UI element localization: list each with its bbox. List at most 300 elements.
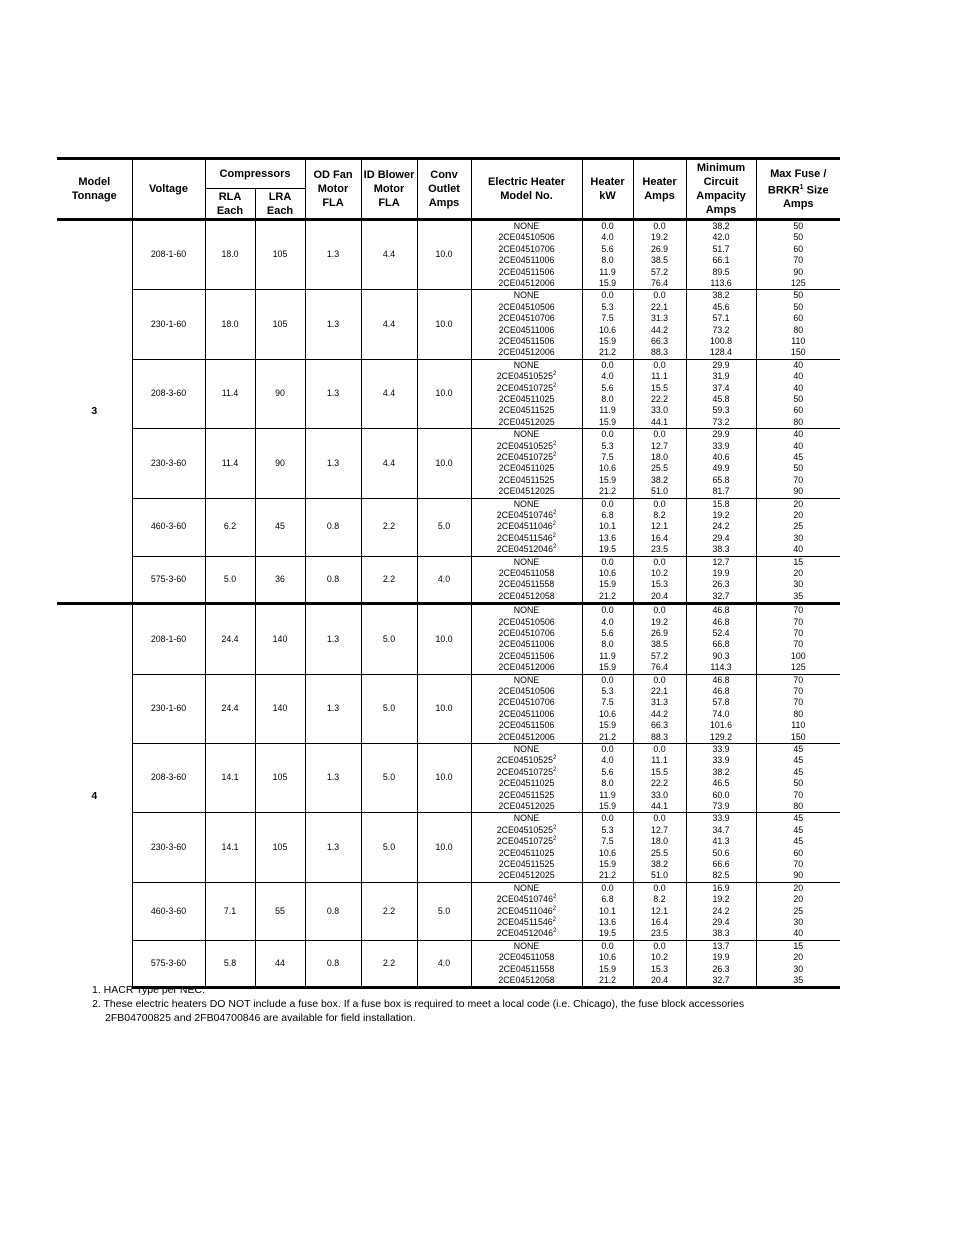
max-fuse-text: 70 [793,789,804,800]
heater-amps-value [634,383,686,394]
max-fuse-column-cell [756,429,840,498]
header-conv-outlet: Conv Outlet Amps [417,159,471,220]
heater-amps-text: 22.1 [650,685,669,696]
min-circuit-ampacity-column-cell [686,674,756,743]
header-compressors: Compressors [205,159,305,189]
max-fuse-text: 40 [793,928,804,939]
heater-kw-value [583,579,633,590]
heater-kw-text: 7.5 [601,697,614,708]
heater-amps-value [634,244,686,255]
min-circuit-ampacity-value [687,579,756,590]
min-circuit-ampacity-value [687,697,756,708]
heater-amps-text: 18.0 [650,836,669,847]
rla-cell: 5.0 [205,556,255,604]
heater-kw-text: 13.6 [598,916,617,927]
min-circuit-ampacity-text: 66.8 [712,639,730,650]
voltage-cell: 208-1-60 [132,604,205,674]
footnote-ref: 2 [552,451,557,458]
max-fuse-value [757,255,841,266]
heater-amps-value [634,964,686,975]
heater-model-column-cell [471,290,582,359]
max-fuse-value [757,568,841,579]
max-fuse-column-cell [756,359,840,428]
voltage-cell: 208-3-60 [132,743,205,812]
heater-kw-value [583,848,633,859]
max-fuse-text: 50 [793,778,804,789]
footnote-ref: 2 [552,521,556,528]
heater-kw-text: 10.6 [598,567,617,578]
min-circuit-ampacity-value [687,825,756,836]
max-fuse-text: 45 [793,451,804,462]
heater-model-text: 2CE04511025 [498,847,555,858]
heater-model-column-cell [471,882,582,940]
heater-amps-text: 88.3 [650,731,669,742]
heater-amps-text: 25.5 [650,463,669,474]
heater-kw-value [583,744,633,755]
heater-kw-text: 5.6 [601,382,614,393]
min-circuit-ampacity-value [687,917,756,928]
min-circuit-ampacity-text: 13.7 [712,940,730,951]
heater-kw-text: 11.9 [599,650,616,661]
min-circuit-ampacity-value [687,568,756,579]
heater-amps-value [634,579,686,590]
heater-model-text: 2CE04511525 [498,405,555,416]
heater-model-value [472,662,582,673]
max-fuse-value [757,394,841,405]
electrical-data-body [57,220,840,988]
max-fuse-value [757,617,841,628]
max-fuse-text: 35 [793,974,804,985]
heater-kw-text: 0.0 [601,556,614,567]
heater-model-text: 2CE04511506 [498,720,555,731]
heater-model-value [472,533,582,544]
table-row [57,882,840,940]
heater-kw-text: 6.8 [601,894,614,905]
max-fuse-value [757,952,841,963]
rla-cell: 11.4 [205,429,255,498]
heater-model-value [472,906,582,917]
heater-kw-value [583,521,633,532]
min-circuit-ampacity-text: 29.4 [712,532,730,543]
max-fuse-value [757,836,841,847]
heater-kw-column-cell [582,674,633,743]
heater-kw-text: 0.0 [601,674,614,685]
heater-amps-value [634,617,686,628]
lra-cell: 45 [255,498,305,556]
max-fuse-value [757,790,841,801]
min-circuit-ampacity-text: 37.4 [712,382,730,393]
heater-model-text: 2CE04511025 [498,393,555,404]
max-fuse-text: 60 [793,405,804,416]
min-circuit-ampacity-column-cell [686,429,756,498]
max-fuse-text: 25 [793,905,804,916]
heater-model-text: 2CE04511058 [498,952,555,963]
heater-kw-value [583,964,633,975]
heater-kw-text: 5.6 [601,627,614,638]
heater-amps-text: 0.0 [653,940,666,951]
max-fuse-value [757,628,841,639]
max-fuse-value [757,906,841,917]
min-circuit-ampacity-value [687,486,756,497]
min-circuit-ampacity-text: 46.8 [712,685,730,696]
min-circuit-ampacity-text: 46.8 [712,674,730,685]
heater-model-value [472,405,582,416]
heater-kw-value [583,628,633,639]
heater-kw-value [583,617,633,628]
heater-kw-value [583,778,633,789]
max-fuse-text: 70 [793,255,804,266]
min-circuit-ampacity-text: 32.7 [712,590,730,601]
min-circuit-ampacity-value [687,801,756,812]
heater-amps-text: 57.2 [650,266,669,277]
heater-model-text: NONE [513,556,540,567]
heater-model-text: 2CE04510525 [496,440,553,451]
heater-model-text: 2CE04512025 [498,416,555,427]
heater-kw-text: 15.9 [598,277,617,288]
max-fuse-text: 20 [793,894,804,905]
heater-kw-value [583,825,633,836]
heater-kw-text: 21.2 [598,347,617,358]
min-circuit-ampacity-text: 81.7 [712,486,730,497]
footnote-ref: 2 [552,544,557,551]
heater-amps-value [634,441,686,452]
min-circuit-ampacity-value [687,651,756,662]
heater-amps-text: 0.0 [653,882,666,893]
heater-model-text: 2CE04510506 [498,301,555,312]
min-circuit-ampacity-column-cell [686,290,756,359]
min-circuit-ampacity-value [687,941,756,952]
heater-model-value [472,325,582,336]
heater-model-text: NONE [513,940,540,951]
min-circuit-ampacity-text: 26.3 [712,579,730,590]
heater-kw-value [583,883,633,894]
heater-model-text: 2CE04511525 [498,858,555,869]
voltage-cell: 230-1-60 [132,674,205,743]
heater-amps-value [634,709,686,720]
heater-amps-value [634,686,686,697]
header-lra-each: LRA Each [255,189,305,220]
heater-amps-value [634,767,686,778]
min-circuit-ampacity-value [687,360,756,371]
lra-cell: 90 [255,429,305,498]
conv-outlet-cell: 10.0 [417,743,471,812]
max-fuse-value [757,813,841,824]
min-circuit-ampacity-text: 82.5 [712,870,730,881]
heater-model-value [472,825,582,836]
heater-kw-text: 15.9 [598,579,617,590]
heater-amps-value [634,639,686,650]
max-fuse-value [757,521,841,532]
min-circuit-ampacity-value [687,591,756,602]
heater-model-text: 2CE04511525 [498,789,555,800]
heater-amps-value [634,452,686,463]
heater-amps-text: 12.7 [650,824,669,835]
min-circuit-ampacity-value [687,290,756,301]
min-circuit-ampacity-value [687,836,756,847]
heater-amps-value [634,870,686,881]
min-circuit-ampacity-value [687,894,756,905]
model-tonnage-cell: 3 [57,220,132,604]
heater-model-value [472,336,582,347]
id-blower-cell: 5.0 [361,604,417,674]
min-circuit-ampacity-value [687,928,756,939]
id-blower-cell: 4.4 [361,429,417,498]
heater-kw-text: 10.1 [598,521,617,532]
heater-amps-value [634,917,686,928]
heater-amps-text: 16.4 [650,916,669,927]
heater-amps-text: 18.0 [650,451,669,462]
heater-model-text: 2CE04510525 [496,755,553,766]
max-fuse-value [757,720,841,731]
heater-amps-value [634,732,686,743]
heater-model-text: NONE [513,743,540,754]
heater-kw-value [583,533,633,544]
heater-amps-text: 12.1 [650,905,669,916]
heater-model-value [472,579,582,590]
max-fuse-text: 70 [793,685,804,696]
heater-amps-value [634,836,686,847]
max-fuse-column-cell [756,604,840,674]
footnote-ref: 2 [552,824,557,831]
heater-amps-value [634,813,686,824]
max-fuse-text: 30 [793,532,804,543]
heater-model-text: 2CE04510725 [496,836,553,847]
heater-model-value [472,651,582,662]
heater-kw-text: 6.8 [601,509,614,520]
header-model-tonnage: Model Tonnage [57,159,132,220]
min-circuit-ampacity-value [687,441,756,452]
min-circuit-ampacity-text: 49.9 [712,463,730,474]
heater-model-text: 2CE04510525 [496,824,553,835]
heater-amps-value [634,267,686,278]
heater-model-value [472,244,582,255]
max-fuse-value [757,290,841,301]
heater-amps-text: 33.0 [650,405,669,416]
heater-model-column-cell [471,743,582,812]
min-circuit-ampacity-value [687,605,756,616]
max-fuse-value [757,894,841,905]
min-circuit-ampacity-column-cell [686,743,756,812]
max-fuse-text: 15 [793,940,804,951]
min-circuit-ampacity-text: 29.9 [712,429,730,440]
heater-model-value [472,767,582,778]
max-fuse-column-cell [756,674,840,743]
heater-model-text: NONE [513,674,540,685]
heater-model-text: NONE [513,290,540,301]
heater-kw-text: 10.6 [598,847,617,858]
heater-kw-text: 19.5 [598,544,617,555]
min-circuit-ampacity-text: 129.2 [710,731,733,742]
max-fuse-text: 150 [790,731,806,742]
min-circuit-ampacity-text: 46.8 [712,616,730,627]
heater-model-text: 2CE04512006 [498,347,555,358]
table-row [57,674,840,743]
heater-kw-value [583,836,633,847]
max-fuse-value [757,371,841,382]
min-circuit-ampacity-text: 38.2 [712,221,730,231]
heater-amps-value [634,744,686,755]
heater-amps-column-cell [633,220,686,290]
heater-amps-text: 16.4 [650,532,669,543]
heater-kw-text: 5.6 [601,243,614,254]
footnote-ref: 2 [552,905,556,912]
min-circuit-ampacity-text: 74.0 [712,708,730,719]
max-fuse-text: 150 [790,347,806,358]
max-fuse-value [757,825,841,836]
min-circuit-ampacity-text: 33.9 [712,813,730,824]
heater-kw-text: 0.0 [601,498,614,509]
conv-outlet-cell: 10.0 [417,604,471,674]
heater-amps-value [634,499,686,510]
footnote-ref: 2 [552,894,557,901]
heater-amps-column-cell [633,429,686,498]
max-fuse-column-cell [756,813,840,882]
lra-cell: 140 [255,604,305,674]
heater-amps-value [634,906,686,917]
heater-model-column-cell [471,940,582,988]
heater-amps-text: 51.0 [650,870,669,881]
heater-amps-text: 44.2 [650,324,669,335]
heater-model-text: 2CE04511506 [498,650,555,661]
heater-amps-value [634,591,686,602]
rla-cell: 6.2 [205,498,255,556]
heater-model-value [472,486,582,497]
heater-model-text: 2CE04510706 [498,243,555,254]
heater-model-value [472,686,582,697]
heater-model-text: 2CE04512025 [498,800,555,811]
min-circuit-ampacity-text: 66.6 [712,858,730,869]
header-min-circuit-ampacity: Minimum Circuit Ampacity Amps [686,159,756,220]
heater-amps-text: 22.1 [650,301,669,312]
heater-kw-text: 0.0 [601,290,614,301]
max-fuse-value [757,463,841,474]
min-circuit-ampacity-text: 42.0 [712,232,730,243]
heater-amps-text: 66.3 [650,720,669,731]
heater-amps-value [634,859,686,870]
heater-model-text: 2CE04511506 [498,335,555,346]
heater-amps-column-cell [633,940,686,988]
heater-amps-column-cell [633,498,686,556]
min-circuit-ampacity-text: 114.3 [710,662,732,673]
od-fan-cell: 1.3 [305,813,361,882]
min-circuit-ampacity-text: 34.7 [712,824,730,835]
heater-amps-text: 38.2 [650,858,669,869]
heater-model-value [472,639,582,650]
heater-amps-text: 0.0 [653,498,666,509]
heater-amps-value [634,336,686,347]
max-fuse-value [757,244,841,255]
header-heater-kw: Heater kW [582,159,633,220]
heater-kw-text: 5.3 [601,301,614,312]
max-fuse-value [757,675,841,686]
max-fuse-text: 30 [793,579,804,590]
rla-cell: 18.0 [205,220,255,290]
heater-model-text: 2CE04510706 [498,627,555,638]
min-circuit-ampacity-value [687,767,756,778]
od-fan-cell: 0.8 [305,940,361,988]
heater-model-text: 2CE04511006 [498,708,555,719]
max-fuse-text: 20 [793,952,804,963]
heater-amps-text: 0.0 [653,743,666,754]
heater-amps-text: 11.1 [651,371,668,382]
heater-kw-text: 21.2 [598,590,617,601]
heater-kw-text: 0.0 [601,605,614,616]
heater-amps-text: 0.0 [653,674,666,685]
heater-model-value [472,463,582,474]
heater-amps-text: 76.4 [650,662,669,673]
heater-model-text: 2CE04512006 [498,731,555,742]
min-circuit-ampacity-text: 45.8 [712,393,730,404]
heater-model-value [472,557,582,568]
min-circuit-ampacity-text: 73.2 [712,416,730,427]
heater-model-value [472,709,582,720]
heater-model-value [472,452,582,463]
heater-kw-value [583,928,633,939]
heater-kw-value [583,383,633,394]
heater-kw-value [583,417,633,428]
heater-amps-column-cell [633,882,686,940]
heater-amps-text: 25.5 [650,847,669,858]
heater-amps-text: 26.9 [650,627,669,638]
max-fuse-value [757,941,841,952]
id-blower-cell: 2.2 [361,940,417,988]
header-id-blower: ID Blower Motor FLA [361,159,417,220]
heater-kw-value [583,686,633,697]
heater-model-value [472,801,582,812]
heater-kw-value [583,463,633,474]
heater-amps-value [634,313,686,324]
heater-model-value [472,605,582,616]
min-circuit-ampacity-text: 38.3 [712,544,730,555]
heater-model-value [472,232,582,243]
min-circuit-ampacity-text: 19.2 [712,509,730,520]
max-fuse-value [757,870,841,881]
od-fan-cell: 1.3 [305,220,361,290]
max-fuse-value [757,452,841,463]
heater-model-value [472,499,582,510]
max-fuse-value [757,441,841,452]
heater-model-value [472,952,582,963]
heater-amps-value [634,928,686,939]
table-row [57,498,840,556]
heater-amps-column-cell [633,556,686,604]
heater-model-value [472,883,582,894]
max-fuse-text: 20 [793,882,804,893]
max-fuse-text: 50 [793,301,804,312]
heater-kw-value [583,859,633,870]
heater-amps-text: 20.4 [650,974,669,985]
rla-cell: 11.4 [205,359,255,428]
max-fuse-text: 100 [790,650,806,661]
max-fuse-text: 80 [793,708,804,719]
heater-model-value [472,429,582,440]
min-circuit-ampacity-text: 51.7 [712,243,730,254]
max-fuse-text: 45 [793,743,804,754]
min-circuit-ampacity-value [687,267,756,278]
heater-amps-value [634,894,686,905]
heater-amps-text: 66.3 [650,335,669,346]
max-fuse-text: 20 [793,498,804,509]
od-fan-cell: 0.8 [305,556,361,604]
heater-model-text: 2CE04510506 [498,232,555,243]
voltage-cell: 230-3-60 [132,429,205,498]
heater-kw-text: 21.2 [598,974,617,985]
heater-amps-text: 0.0 [653,290,666,301]
heater-amps-text: 31.3 [650,313,669,324]
od-fan-cell: 1.3 [305,359,361,428]
min-circuit-ampacity-text: 52.4 [712,627,730,638]
heater-model-text: 2CE04511046 [497,905,553,916]
